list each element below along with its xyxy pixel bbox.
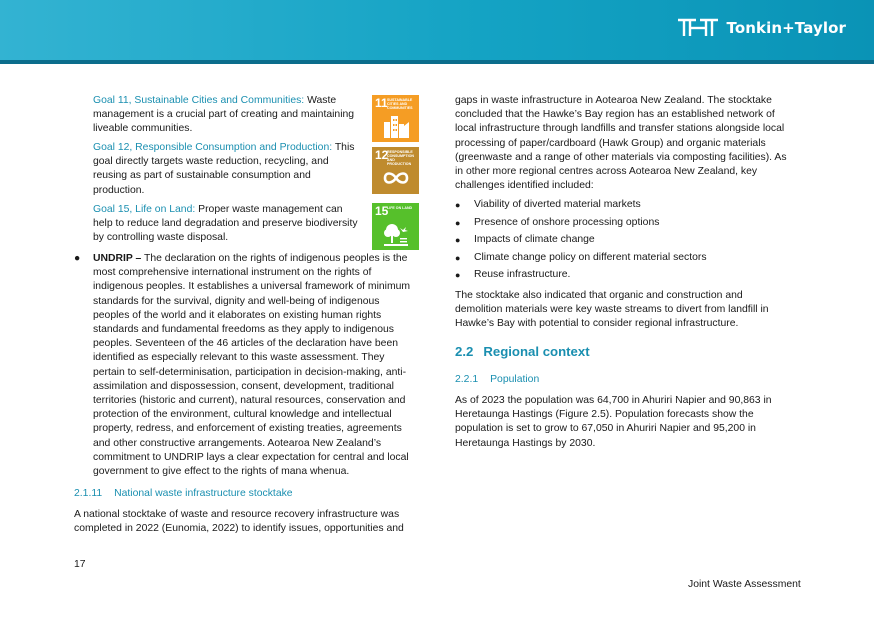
undrip-line: indigenous peoples. It establishes a universal framework of minimum	[93, 281, 411, 293]
goal-12-paragraph	[93, 141, 363, 198]
sdg-15-badge	[372, 203, 419, 250]
list-item	[455, 198, 805, 216]
goal-11-paragraph	[93, 94, 363, 137]
bullet-dot: ●	[455, 217, 461, 228]
goal-11-text: Waste management is a crucial part of creating and maintaining liveable communities.	[93, 95, 355, 135]
paragraph-line: Heretaunga Hastings (Figure 2.5). Population forecasts show the	[455, 409, 754, 421]
sdg-11-number: 11	[375, 96, 388, 110]
city-buildings-icon	[382, 112, 410, 140]
undrip-line: territories (historic and current), natural resources, conservation and	[93, 395, 406, 407]
undrip-line: most comprehensive international instrument on the rights of	[93, 267, 372, 279]
list-item-text: Climate change policy on different material sectors	[474, 251, 707, 263]
undrip-line: commitment to UNDRIP lays a clear expectation for central and local	[93, 451, 409, 463]
paragraph-line: The stocktake also indicated that organic and construction and	[455, 290, 743, 301]
paragraph-line: in other more regional centres across Aotearoa New Zealand, key	[455, 166, 758, 178]
section-2-2-1-heading	[455, 374, 539, 385]
paragraph-line: local infrastructure through landfills and transfer stations alongside local	[455, 123, 785, 135]
goal-12-text: This goal directly targets waste reduction, recycling, and reusing as part of sustainable consumption and production.	[93, 142, 355, 196]
list-item	[455, 216, 805, 234]
section-number: 2.2	[455, 344, 474, 359]
undrip-line: protection of the environment, cultural knowledge and intellectual	[93, 409, 392, 421]
section-title: National waste infrastructure stocktake	[114, 488, 293, 499]
bullet-dot: ●	[74, 253, 81, 264]
stocktake-paragraph	[74, 508, 434, 536]
bullet-dot: ●	[455, 200, 461, 210]
paragraph-line: challenges identified included:	[455, 180, 594, 192]
undrip-line: standards and fundamental freedoms as they apply to indigenous	[93, 324, 394, 336]
tree-bird-icon	[382, 220, 410, 248]
undrip-line: government to give effect to the rights of mana whenua.	[93, 466, 350, 478]
organic-streams-paragraph	[455, 289, 805, 332]
section-2-1-11-heading	[74, 488, 293, 499]
paragraph-line: population is set to grow to 67,050 in Ahuriri Napier and 95,200 in	[455, 423, 756, 435]
paragraph-line: processing of paper/cardboard (Hawk Group) and organic materials	[455, 137, 766, 149]
sdg-12-label: RESPONSIBLE CONSUMPTION AND PRODUCTION	[387, 150, 414, 166]
section-2-2-heading	[455, 344, 590, 359]
section-title: Population	[490, 374, 540, 385]
sdg-11-label: SUSTAINABLE CITIES AND COMMUNITIES	[387, 98, 413, 110]
paragraph-line: As of 2023 the population was 64,700 in Ahuriri Napier and 90,863 in	[455, 395, 772, 406]
undrip-line: property, redress, and enforcement of existing treaties, agreements	[93, 423, 402, 435]
goal-12-title: Goal 12, Responsible Consumption and Production:	[93, 142, 333, 153]
company-logo	[677, 14, 846, 42]
undrip-label: UNDRIP –	[93, 253, 142, 264]
list-item	[455, 251, 805, 269]
paragraph-line: (greenwaste and a range of other materials via composting facilities). As	[455, 151, 787, 163]
sdg-12-badge	[372, 147, 419, 194]
bullet-dot: ●	[455, 270, 461, 280]
undrip-line: and other constructive arrangements. Aotearoa New Zealand’s	[93, 437, 382, 449]
paragraph-line: Hawke’s Bay with potential to consider regional infrastructure.	[455, 318, 739, 330]
document-title: Joint Waste Assessment	[688, 579, 801, 590]
sdg-11-badge	[372, 95, 419, 142]
goal-11-title: Goal 11, Sustainable Cities and Communities:	[93, 95, 305, 106]
undrip-line: peoples of the world and it elaborates on existing human rights	[93, 309, 382, 321]
undrip-text	[93, 252, 428, 479]
challenges-list	[455, 198, 805, 286]
list-item-text: Presence of onshore processing options	[474, 216, 660, 228]
sdg-12-number: 12	[375, 148, 389, 162]
list-item-text: Reuse infrastructure.	[474, 269, 571, 280]
sdg-15-label: LIFE ON LAND	[387, 206, 413, 210]
stocktake-continued-paragraph	[455, 94, 805, 193]
tt-logo-icon	[677, 18, 721, 38]
section-title: Regional context	[483, 344, 590, 359]
list-item	[455, 268, 805, 286]
undrip-line: peoples. Seventeen of the 46 articles of the declaration have been	[93, 338, 399, 350]
header-rule	[0, 60, 874, 64]
company-name: Tonkin+Taylor	[726, 19, 846, 37]
page-header	[0, 0, 874, 60]
bullet-dot: ●	[455, 235, 461, 245]
undrip-line: standards for the survival, dignity and well-being of indigenous	[93, 295, 380, 307]
paragraph-line: concluded that the Hawke’s Bay region has an established network of	[455, 109, 775, 121]
paragraph-line: gaps in waste infrastructure in Aotearoa New Zealand. The stocktake	[455, 95, 772, 106]
undrip-line: pertain to self-determinisation, participation in decision-making, anti-	[93, 366, 407, 378]
infinity-loop-icon	[382, 164, 410, 192]
population-paragraph	[455, 394, 805, 451]
goal-15-paragraph	[93, 203, 363, 246]
paragraph-line: completed in 2022 (Eunomia, 2022) to identify issues, opportunities and	[74, 523, 404, 535]
list-item-text: Viability of diverted material markets	[474, 199, 641, 210]
list-item	[455, 233, 805, 251]
sdg-15-number: 15	[375, 204, 389, 218]
undrip-line: identified as especially relevant to this waste assessment. They	[93, 352, 385, 364]
section-number: 2.2.1	[455, 374, 479, 385]
list-item-text: Impacts of climate change	[474, 234, 595, 245]
bullet-dot: ●	[455, 252, 461, 263]
paragraph-line: demolition materials were key waste streams to divert from landfill in	[455, 304, 769, 316]
undrip-line: The declaration on the rights of indigenous peoples is the	[141, 253, 408, 264]
section-number: 2.1.11	[74, 488, 103, 499]
paragraph-line: Heretaunga Hastings by 2030.	[455, 437, 596, 449]
page-number: 17	[74, 559, 86, 570]
undrip-line: assimilation and dispossession, consent, development, traditional	[93, 380, 394, 392]
goal-15-text: Proper waste management can help to reduce land degradation and preserve biodiversity by controlling waste disposal.	[93, 204, 358, 244]
goal-15-title: Goal 15, Life on Land:	[93, 204, 196, 215]
paragraph-line: A national stocktake of waste and resource recovery infrastructure was	[74, 509, 400, 520]
